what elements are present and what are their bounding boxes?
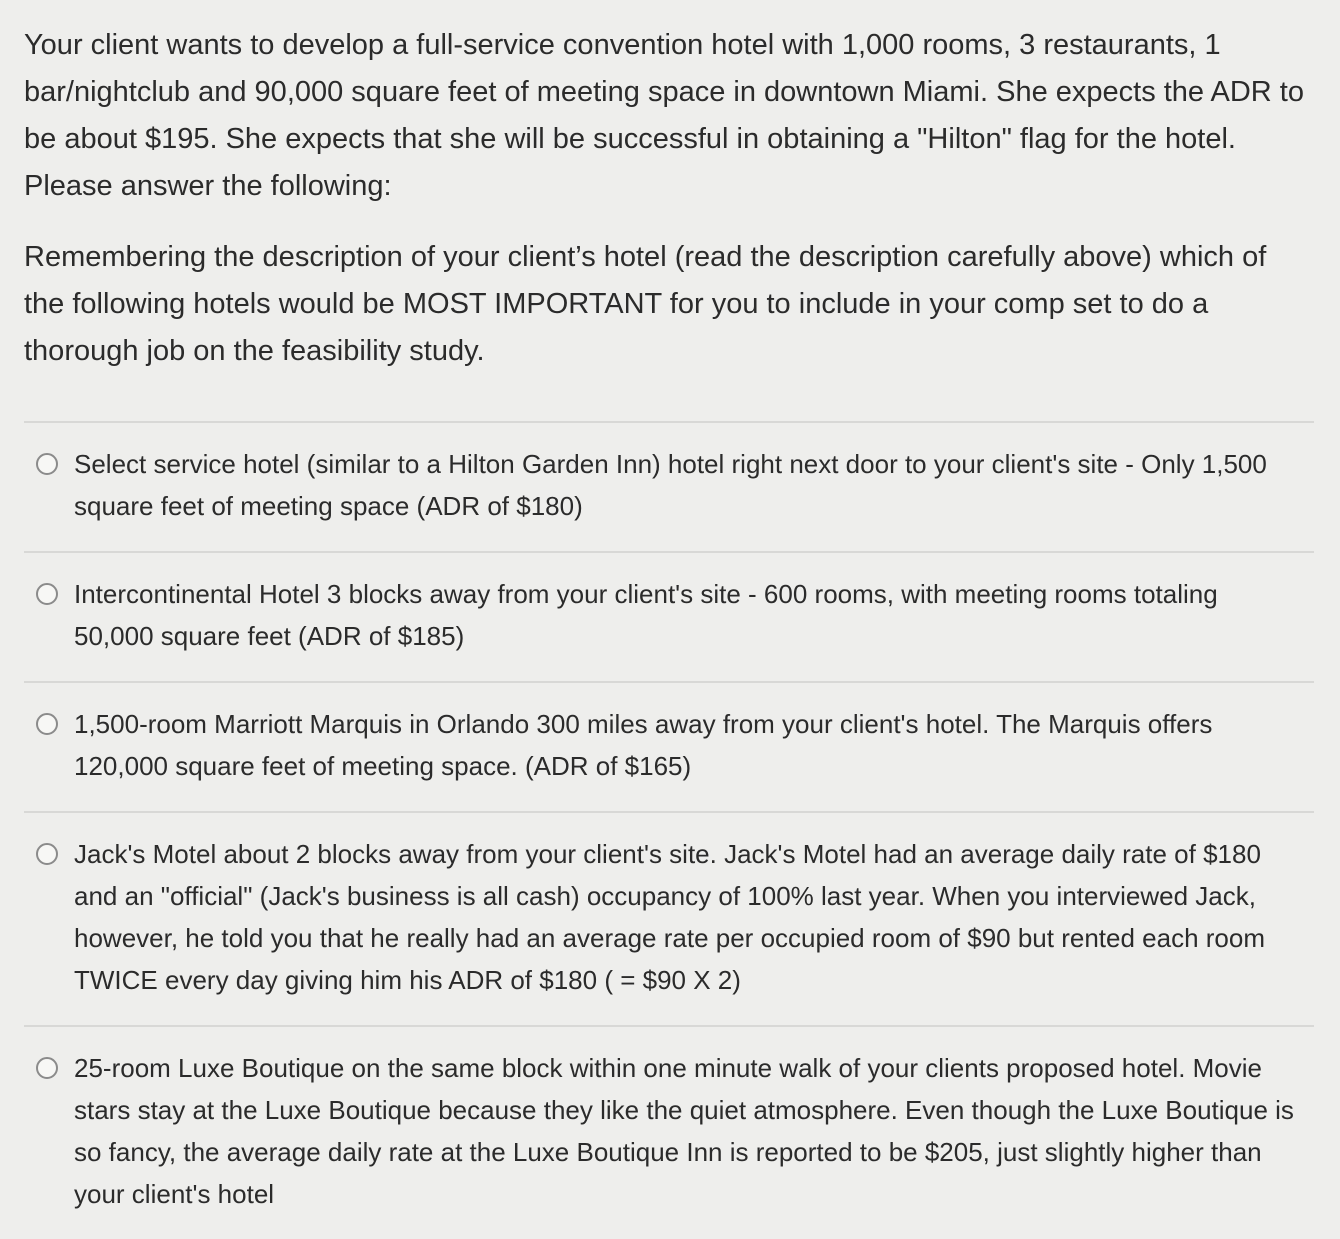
answer-option-3[interactable] (24, 683, 1314, 811)
answer-option-label: Jack's Motel about 2 blocks away from your client's site. Jack's Motel had an average daily rate of $180 and an "official" (Jack's business is all cash) occupancy of 100% last year. When you interviewed Jack, however, he told you that he really had an average rate per occupied room of $90 but rented each room TWICE every day giving him his ADR of $180 ( = $90 X 2) (74, 839, 1265, 995)
answer-option-label: 1,500-room Marriott Marquis in Orlando 300 miles away from your client's hotel. The Marquis offers 120,000 square feet of meeting space. (ADR of $165) (74, 709, 1213, 781)
radio-button-icon[interactable] (36, 1057, 58, 1079)
answer-option-label: Intercontinental Hotel 3 blocks away from your client's site - 600 rooms, with meeting rooms totaling 50,000 square feet (ADR of $185) (74, 579, 1218, 651)
radio-button-icon[interactable] (36, 713, 58, 735)
answer-option-1[interactable] (24, 423, 1314, 551)
answer-options-list (24, 421, 1314, 1239)
question-intro-text: Your client wants to develop a full-service convention hotel with 1,000 rooms, 3 restaurants, 1 bar/nightclub and 90,000 square feet of meeting space in downtown Miami. She expects the ADR to be about $195. She expects that she will be successful in obtaining a "Hilton" flag for the hotel. Please answer the following: (24, 29, 1304, 202)
answer-option-4[interactable] (24, 813, 1314, 1025)
radio-button-icon[interactable] (36, 583, 58, 605)
radio-button-icon[interactable] (36, 453, 58, 475)
answer-option-2[interactable] (24, 553, 1314, 681)
radio-button-icon[interactable] (36, 843, 58, 865)
answer-option-label: 25-room Luxe Boutique on the same block within one minute walk of your clients proposed hotel. Movie stars stay at the Luxe Boutique because they like the quiet atmosphere. Even though the Luxe Boutique is so fancy, the average daily rate at the Luxe Boutique Inn is reported to be $205, just slightly higher than your client's hotel (74, 1053, 1294, 1209)
question-prompt (24, 22, 1314, 375)
answer-option-5[interactable] (24, 1027, 1314, 1239)
question-prompt-text: Remembering the description of your client’s hotel (read the description carefully above) which of the following hotels would be MOST IMPORTANT for you to include in your comp set to do a thorough job on the feasibility study. (24, 241, 1267, 367)
answer-option-label: Select service hotel (similar to a Hilton Garden Inn) hotel right next door to your client's site - Only 1,500 square feet of meeting space (ADR of $180) (74, 449, 1267, 521)
